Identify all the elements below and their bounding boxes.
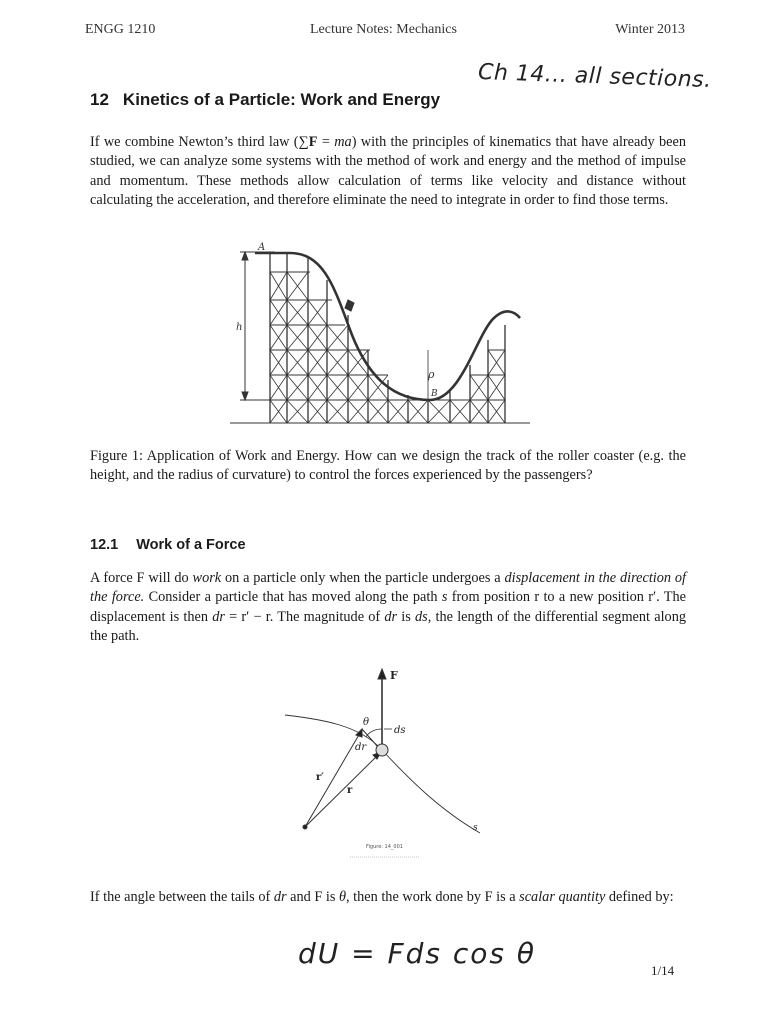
intro-text-2: ) with the principles of kinematics that have already been studied, we can analyze some systems with the method of work and energy and the method of impulse and momentum. These methods allow calculation of terms like velocity and distance without calculating the acceleration, and therefore eliminate the need to integrate in order to find those terms. <box>90 134 686 208</box>
header-course: ENGG 1210 <box>85 22 156 37</box>
work-term: work <box>192 570 222 586</box>
work-text-6: is <box>397 608 416 625</box>
formula-force: F <box>308 134 318 150</box>
page-number: 1/14 <box>651 963 675 978</box>
intro-paragraph <box>90 133 686 210</box>
work-italic-phrase: displacement in the direction of the force. <box>90 570 687 606</box>
label-b: B <box>431 389 438 399</box>
angle-dr: dr <box>273 889 287 905</box>
header-term: Winter 2013 <box>615 22 685 37</box>
label-dr: dr <box>355 742 367 753</box>
page-header <box>85 22 685 42</box>
work-text-7: , the length of the differential segment along the path. <box>90 608 686 644</box>
work-text-1: A force F will do <box>90 570 193 586</box>
section-title-text: Kinetics of a Particle: Work and Energy <box>122 90 441 109</box>
dr-term-2: dr <box>384 608 398 625</box>
section-number: 12 <box>90 90 109 109</box>
subsection-title <box>90 537 246 553</box>
label-ds: ds <box>394 725 406 736</box>
path-s: s <box>441 589 448 606</box>
label-rho: ρ <box>428 368 435 381</box>
label-r: r <box>347 785 353 796</box>
work-paragraph <box>90 569 686 646</box>
section-title <box>90 90 440 110</box>
handwritten-equation: dU = Fds cos θ <box>298 937 537 970</box>
label-r-prime: r′ <box>316 772 324 783</box>
angle-paragraph <box>90 888 686 907</box>
work-text-4: from position r to a new position r′. The displacement is then <box>90 589 686 625</box>
angle-text-2: and F is <box>286 889 339 905</box>
formula-equals: = <box>317 134 335 150</box>
angle-text-4: defined by: <box>605 889 674 905</box>
intro-text-1: If we combine Newton’s third law ( <box>90 134 299 150</box>
figure1-caption: Figure 1: Application of Work and Energy. How can we design the track of the roller coaster (e.g. the height, and the radius of curvature) to control the forces experienced by the passengers? <box>90 448 686 484</box>
roller-coaster-figure <box>230 240 530 430</box>
handwritten-note: Ch 14... all sections. <box>477 59 713 94</box>
scalar-quantity: scalar quantity <box>519 889 606 905</box>
formula-ma: ma <box>334 134 352 150</box>
label-f: F <box>390 669 398 682</box>
label-theta: θ <box>363 717 370 728</box>
label-a: A <box>258 242 266 253</box>
work-text-3: Consider a particle that has moved along the path <box>144 589 442 606</box>
figure-id: Figure: 14_001 <box>366 844 403 850</box>
dr-term-1: dr <box>212 608 225 625</box>
work-text-5: = r′ − r. The magnitude of <box>224 608 385 625</box>
formula-sum: ∑ <box>298 134 309 150</box>
angle-text-1: If the angle between the tails of <box>90 889 274 905</box>
work-of-force-figure <box>280 665 500 865</box>
label-s: s <box>473 823 478 833</box>
subsection-title-text: Work of a Force <box>136 537 246 553</box>
subsection-number: 12.1 <box>90 537 119 553</box>
label-h: h <box>236 322 243 333</box>
ds-term: ds <box>415 608 428 625</box>
header-title: Lecture Notes: Mechanics <box>310 22 457 37</box>
angle-text-3: , then the work done by F is a <box>346 889 520 905</box>
angle-theta: θ <box>338 889 346 905</box>
work-text-2: on a particle only when the particle undergoes a <box>221 570 505 586</box>
